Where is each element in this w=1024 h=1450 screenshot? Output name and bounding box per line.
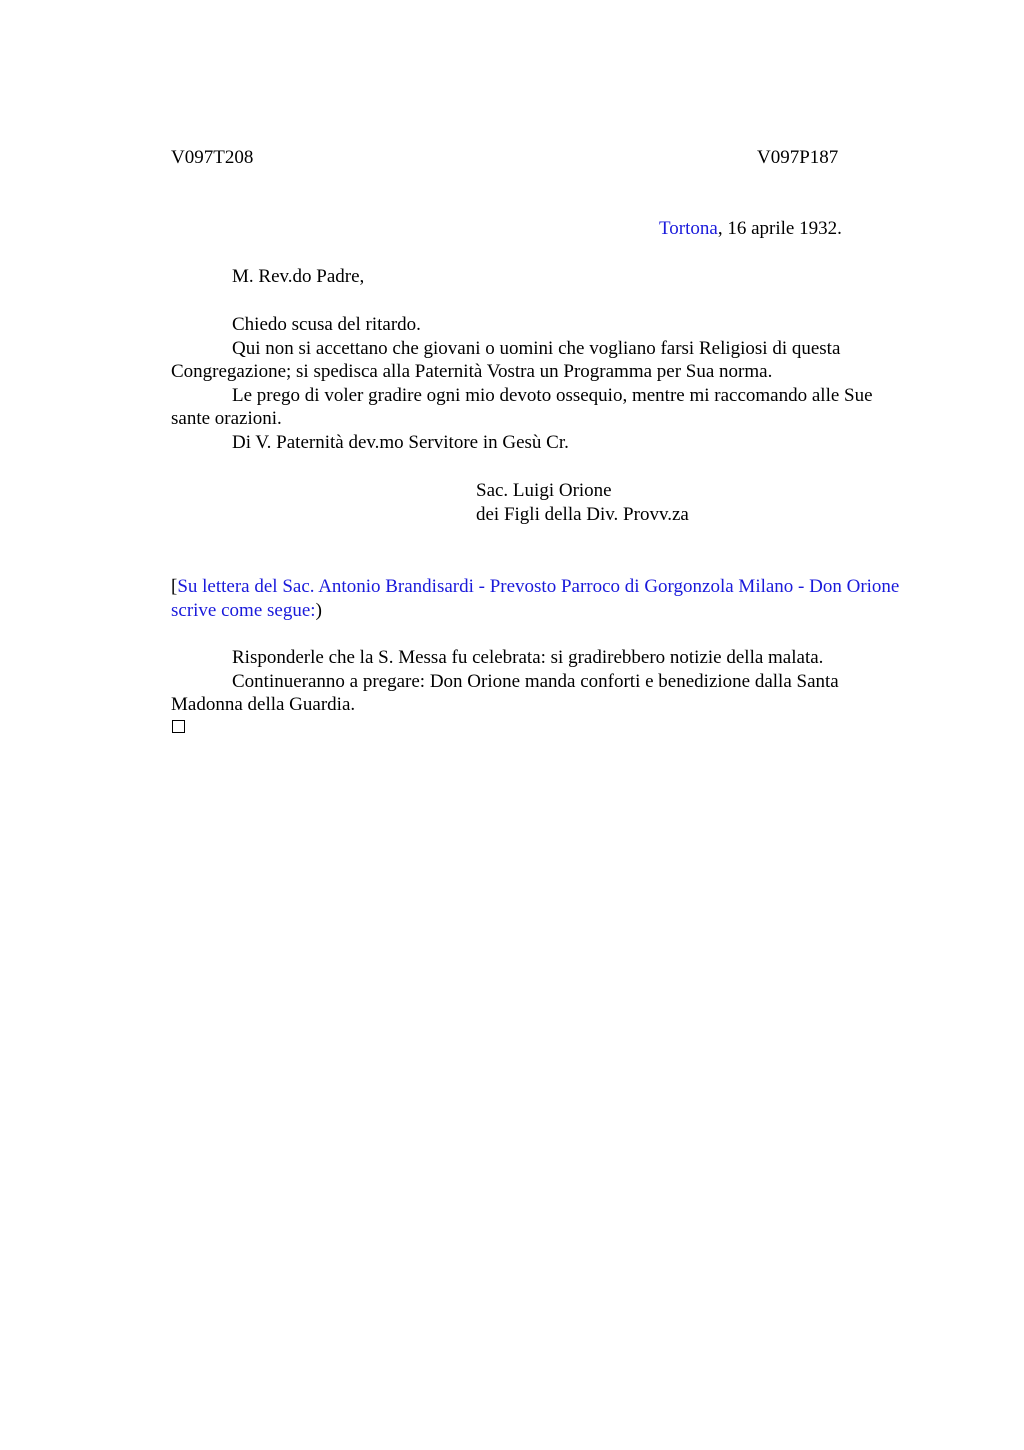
note-close: ) xyxy=(315,599,322,621)
salutation: M. Rev.do Padre, xyxy=(232,266,365,287)
letter-paragraph: Di V. Paternità dev.mo Servitore in Gesù Cr. xyxy=(232,431,569,453)
reply-paragraph: Continueranno a pregare: Don Orione manda conforti e benedizione dalla Santa Madonna della Guardia. xyxy=(171,670,839,715)
dateline-place: Tortona xyxy=(659,218,718,239)
signature-name: Sac. Luigi Orione xyxy=(476,480,612,501)
editorial-note xyxy=(171,575,911,622)
dateline xyxy=(659,217,842,241)
note-text: Su lettera del Sac. Antonio Brandisardi - Prevosto Parroco di Gorgonzola Milano - Don Orione scrive come segue: xyxy=(171,576,900,621)
document-code-left: V097T208 xyxy=(171,147,254,168)
letter-paragraph: Le prego di voler gradire ogni mio devoto ossequio, mentre mi raccomando alle Sue sante orazioni. xyxy=(171,384,873,429)
letter-paragraph: Chiedo scusa del ritardo. xyxy=(232,314,421,335)
dateline-date: , 16 aprile 1932. xyxy=(717,218,842,239)
reply-body xyxy=(171,646,911,717)
end-marker-square-icon xyxy=(172,720,185,733)
note-open-bracket: [ xyxy=(171,576,178,597)
letter-body xyxy=(171,313,911,454)
signature-title: dei Figli della Div. Provv.za xyxy=(476,504,689,525)
reply-paragraph: Risponderle che la S. Messa fu celebrata: si gradirebbero notizie della malata. xyxy=(232,647,824,668)
letter-paragraph: Qui non si accettano che giovani o uomini che vogliano farsi Religiosi di questa Congregazione; si spedisca alla Paternità Vostra un Programma per Sua norma. xyxy=(171,337,841,382)
document-code-right: V097P187 xyxy=(757,147,839,168)
